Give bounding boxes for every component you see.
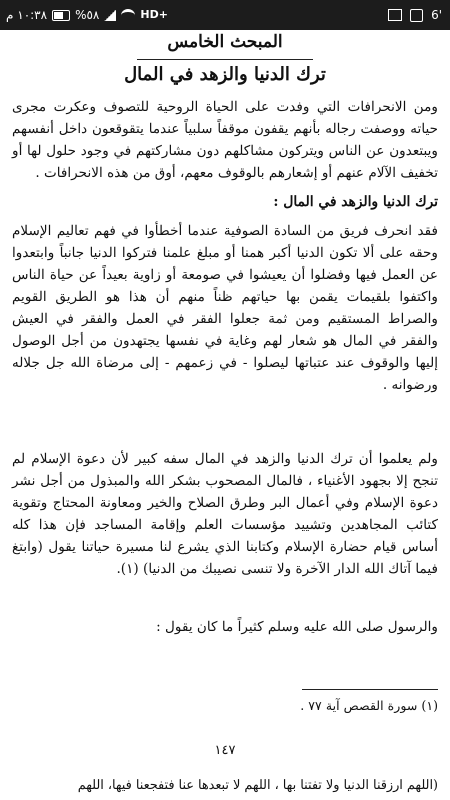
battery-icon xyxy=(52,10,70,21)
heading-divider xyxy=(137,59,313,60)
next-page-line: (اللهم ارزقنا الدنيا ولا تفتنا بها ، اللهم لا تبعدها عنا فتفجعنا فيها، اللهم xyxy=(77,778,438,793)
battery-percent: %٥٨ xyxy=(75,8,100,22)
gallery-icon xyxy=(388,9,402,21)
network-type: HD+ xyxy=(140,8,168,21)
status-bar xyxy=(0,0,450,30)
wifi-icon xyxy=(121,9,135,22)
notification-icon xyxy=(410,9,423,22)
footnote-divider xyxy=(302,689,438,690)
paragraph-4: والرسول صلى الله عليه وسلم كثيراً ما كان يقول : xyxy=(156,619,438,635)
status-bar-left xyxy=(6,7,168,23)
paragraph-3: ولم يعلموا أن ترك الدنيا والزهد في المال سفه كبير لأن دعوة الإسلام لم تنجح إلا بجهود الأغنياء ، فالمال المصحوب بشكر الله والمبذول من أجل نشر دعوة الإسلام وفي أعمال البر وطرق الصلاح والخير ومعاونة المحتاج وتقوية كتائب المجاهدين وتشييد مؤسسات العلم وإقامة المساجد فإن هذا كله أساس قيام حضارة الإسلام وكتابنا الذي يشرع لنا مسيرة حياتنا يقول (وابتغ فيما آتاك الله الدار الآخرة ولا تنسى نصيبك من الدنيا) (١). xyxy=(12,451,438,577)
section-heading: المبحث الخامس xyxy=(167,32,283,52)
signal-icon xyxy=(104,10,116,21)
status-time: ١٠:٣٨ م xyxy=(6,8,48,22)
notification-count: 6' xyxy=(431,8,442,22)
footnote: (١) سورة القصص آية ٧٧ . xyxy=(300,698,438,713)
paragraph-1: ومن الانحرافات التي وفدت على الحياة الروحية للتصوف وعكرت مجرى حياته ووصفت رجاله بأنهم يقفون موقفاً سلبياً عندما يتقوقعون داخل أنفسهم ويبتعدون عن الناس ويتركون مشاكلهم دون مشاركتهم في وجود حلول لها أو تخفيف الآلام عنهم أو إشعارهم بالوقوف معهم، أوق من هذه الانحرافات . xyxy=(12,99,438,181)
page-number: ١٤٧ xyxy=(214,743,236,758)
document-page xyxy=(0,30,450,800)
status-bar-right xyxy=(388,7,442,23)
section-title: ترك الدنيا والزهد في المال xyxy=(124,64,326,85)
subheading: ترك الدنيا والزهد في المال : xyxy=(273,194,438,210)
paragraph-2: فقد انحرف فريق من السادة الصوفية عندما أخطأوا في فهم تعاليم الإسلام وحقه على ألا تكون الدنيا أكبر همنا أو مبلغ علمنا فتركوا الدنيا جانباً وابتعدوا عن العمل فيها وفضلوا أن يعيشوا في صومعة أو زاوية بعيداً عن حياة الناس واكتفوا بلقيمات يقمن بها حياتهم ظناً منهم أن هذا هو الطريق القويم والصراط المستقيم ومن ثمة جعلوا الفقر في العمل والفقر في العيش والفقر في المال هو شعار لهم وغاية في نفسها يجتهدون من أجل الوصول إليها والوقوف عند عتباتها ليصلوا - في زعمهم - إلى مرضاة الله جل جلاله ورضوانه . xyxy=(12,223,438,393)
